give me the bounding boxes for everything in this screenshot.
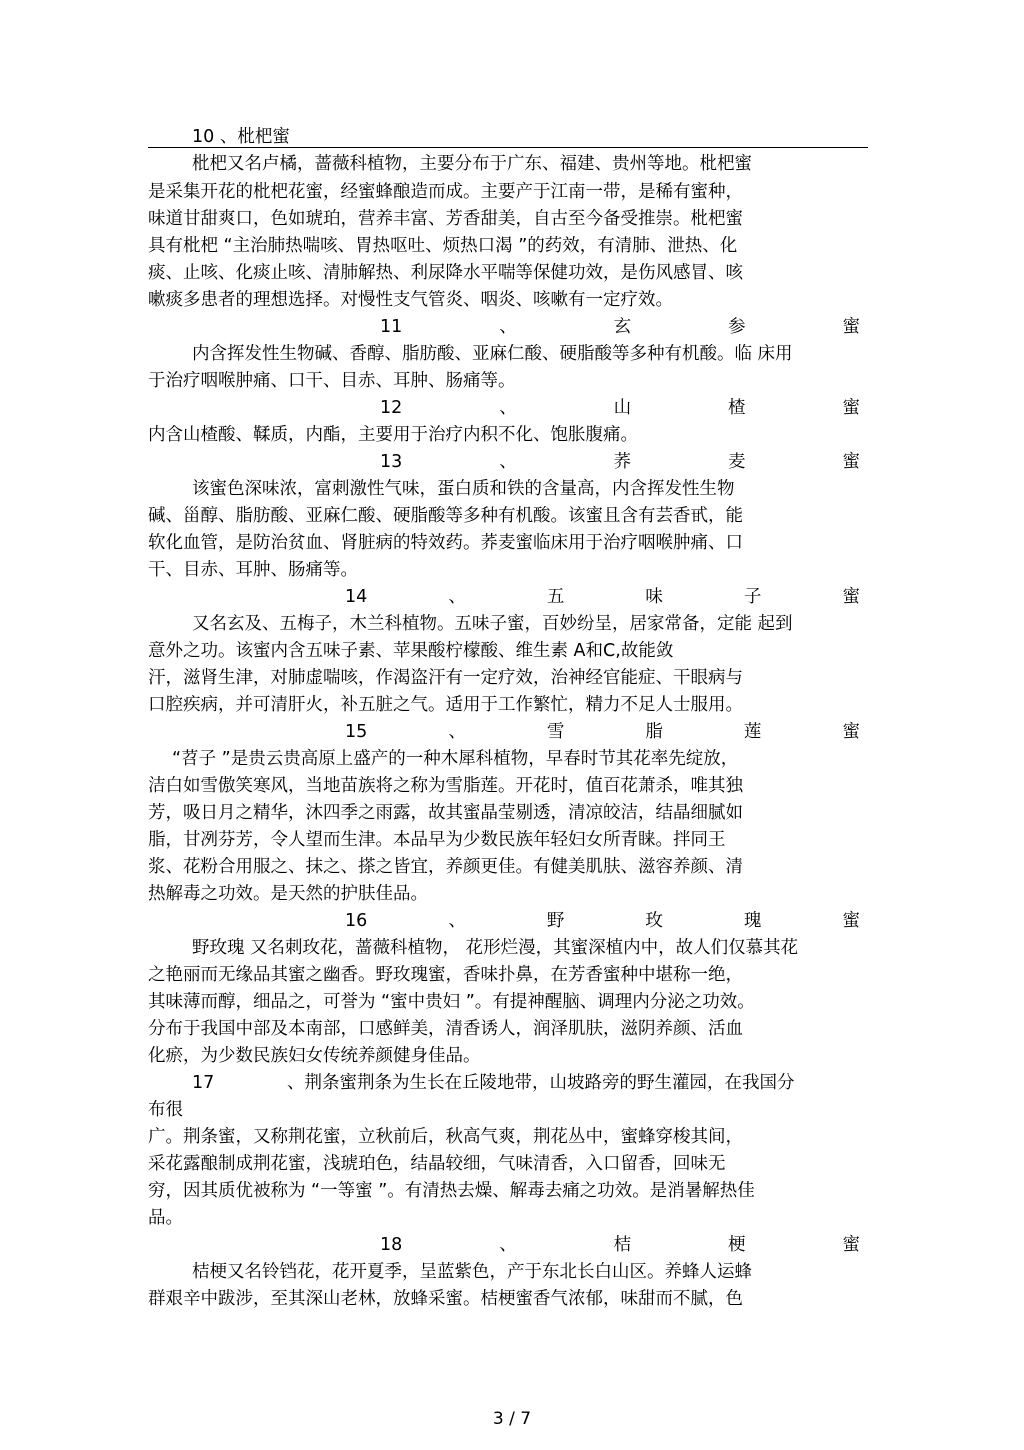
paragraph-line: 野玫瑰 又名刺玫花，蔷薇科植物， 花形烂漫，其蜜深植内中，故人们仅慕其花: [192, 938, 799, 958]
section-heading-15: 15 、 雪 脂 莲 蜜: [345, 722, 860, 742]
paragraph-line: 意外之功。该蜜内含五味子素、苹果酸柠檬酸、维生素 A和C,故能敛: [148, 641, 674, 661]
paragraph-line: 穷，因其质优被称为 “一等蜜 ”。有清热去燥、解毒去痛之功效。是消暑解热佳: [148, 1181, 755, 1201]
paragraph-line: 嗽痰多患者的理想选择。对慢性支气管炎、咽炎、咳嗽有一定疗效。: [148, 290, 673, 310]
paragraph-line: 品。: [148, 1208, 183, 1228]
paragraph-line: 干、目赤、耳肿、肠痛等。: [148, 560, 358, 580]
paragraph-line: 汗，滋肾生津，对肺虚喘咳，作渴盗汗有一定疗效，治神经官能症、干眼病与: [148, 668, 743, 688]
paragraph-line: 化瘀，为少数民族妇女传统养颜健身佳品。: [148, 1046, 481, 1066]
paragraph-line: 又名玄及、五梅子，木兰科植物。五味子蜜，百妙纷呈，居家常备，定能 起到: [192, 614, 793, 634]
section-heading-11: 11 、 玄 参 蜜: [380, 317, 860, 337]
paragraph-line: 该蜜色深味浓，富刺激性气味，蛋白质和铁的含量高，内含挥发性生物: [192, 479, 735, 499]
section-heading-17: 、荆条蜜荆条为生长在丘陵地带，山坡路旁的野生灌园，在我国分: [287, 1073, 795, 1093]
page-number: 3 / 7: [492, 1409, 532, 1429]
section-heading-14: 14 、 五 味 子 蜜: [345, 587, 860, 607]
paragraph-line: 采花露酿制成荆花蜜，浅琥珀色，结晶较细，气味清香，入口留香，回味无: [148, 1154, 726, 1174]
paragraph-line: 桔梗又名铃铛花，花开夏季，呈蓝紫色，产于东北长白山区。养蜂人运蜂: [192, 1262, 752, 1282]
paragraph-line: 于治疗咽喉肿痛、口干、目赤、耳肿、肠痛等。: [148, 371, 516, 391]
paragraph-line: 枇杷又名卢橘，蔷薇科植物，主要分布于广东、福建、贵州等地。枇杷蜜: [192, 154, 752, 174]
paragraph-line: 味道甘甜爽口，色如琥珀，营养丰富、芳香甜美，自古至今备受推崇。枇杷蜜: [148, 209, 743, 229]
paragraph-line: 具有枇杷 “主治肺热喘咳、胃热呕吐、烦热口渴 ”的药效，有清肺、泄热、化: [148, 236, 738, 256]
paragraph-line: 碱、甾醇、脂肪酸、亚麻仁酸、硬脂酸等多种有机酸。该蜜且含有芸香甙，能: [148, 506, 743, 526]
paragraph-line: 是采集开花的枇杷花蜜，经蜜蜂酿造而成。主要产于江南一带，是稀有蜜种，: [148, 182, 743, 202]
paragraph-line: 口腔疾病，并可清肝火，补五脏之气。适用于工作繁忙，精力不足人士服用。: [148, 695, 743, 715]
paragraph-line: 群艰辛中跋涉，至其深山老林，放蜂采蜜。桔梗蜜香气浓郁，味甜而不腻，色: [148, 1289, 743, 1309]
section-number-17: 17: [192, 1073, 215, 1093]
paragraph-line: 布很: [148, 1100, 183, 1120]
section-heading-12: 12 、 山 楂 蜜: [380, 398, 860, 418]
paragraph-line: 分布于我国中部及本南部，口感鲜美，清香诱人，润泽肌肤，滋阴养颜、活血: [148, 1019, 743, 1039]
paragraph-line: 痰、止咳、化痰止咳、清肺解热、利尿降水平喘等保健功效，是伤风感冒、咳: [148, 263, 743, 283]
paragraph-line: 内含山楂酸、鞣质，内酯，主要用于治疗内积不化、饱胀腹痛。: [148, 425, 638, 445]
paragraph-line: 之艳丽而无缘品其蜜之幽香。野玫瑰蜜，香味扑鼻，在芳香蜜种中堪称一绝，: [148, 965, 743, 985]
section-heading-10: 10 、枇杷蜜: [192, 127, 290, 147]
paragraph-line: 内含挥发性生物碱、香醇、脂肪酸、亚麻仁酸、硬脂酸等多种有机酸。临 床用: [192, 344, 793, 364]
header-rule: [148, 147, 868, 148]
paragraph-line: “苕子 ”是贵云贵高原上盛产的一种木犀科植物，早春时节其花率先绽放，: [172, 749, 739, 769]
paragraph-line: 其味薄而醇，细品之，可誉为 “蜜中贵妇 ”。有提神醒脑、调理内分泌之功效。: [148, 992, 755, 1012]
paragraph-line: 浆、花粉合用服之、抹之、搽之皆宜，养颜更佳。有健美肌肤、滋容养颜、清: [148, 857, 743, 877]
paragraph-line: 脂，甘冽芬芳，令人望而生津。本品早为少数民族年轻妇女所青睐。拌同王: [148, 830, 726, 850]
paragraph-line: 广。荆条蜜，又称荆花蜜，立秋前后，秋高气爽，荆花丛中，蜜蜂穿梭其间，: [148, 1127, 743, 1147]
section-heading-16: 16 、 野 玫 瑰 蜜: [345, 911, 860, 931]
paragraph-line: 热解毒之功效。是天然的护肤佳品。: [148, 884, 428, 904]
paragraph-line: 芳，吸日月之精华，沐四季之雨露，故其蜜晶莹剔透，清凉皎洁，结晶细腻如: [148, 803, 743, 823]
section-heading-13: 13 、 荞 麦 蜜: [380, 452, 860, 472]
paragraph-line: 软化血管，是防治贫血、肾脏病的特效药。荞麦蜜临床用于治疗咽喉肿痛、口: [148, 533, 743, 553]
section-heading-18: 18 、 桔 梗 蜜: [380, 1235, 860, 1255]
paragraph-line: 洁白如雪傲笑寒风，当地苗族将之称为雪脂莲。开花时，值百花萧杀，唯其独: [148, 776, 743, 796]
